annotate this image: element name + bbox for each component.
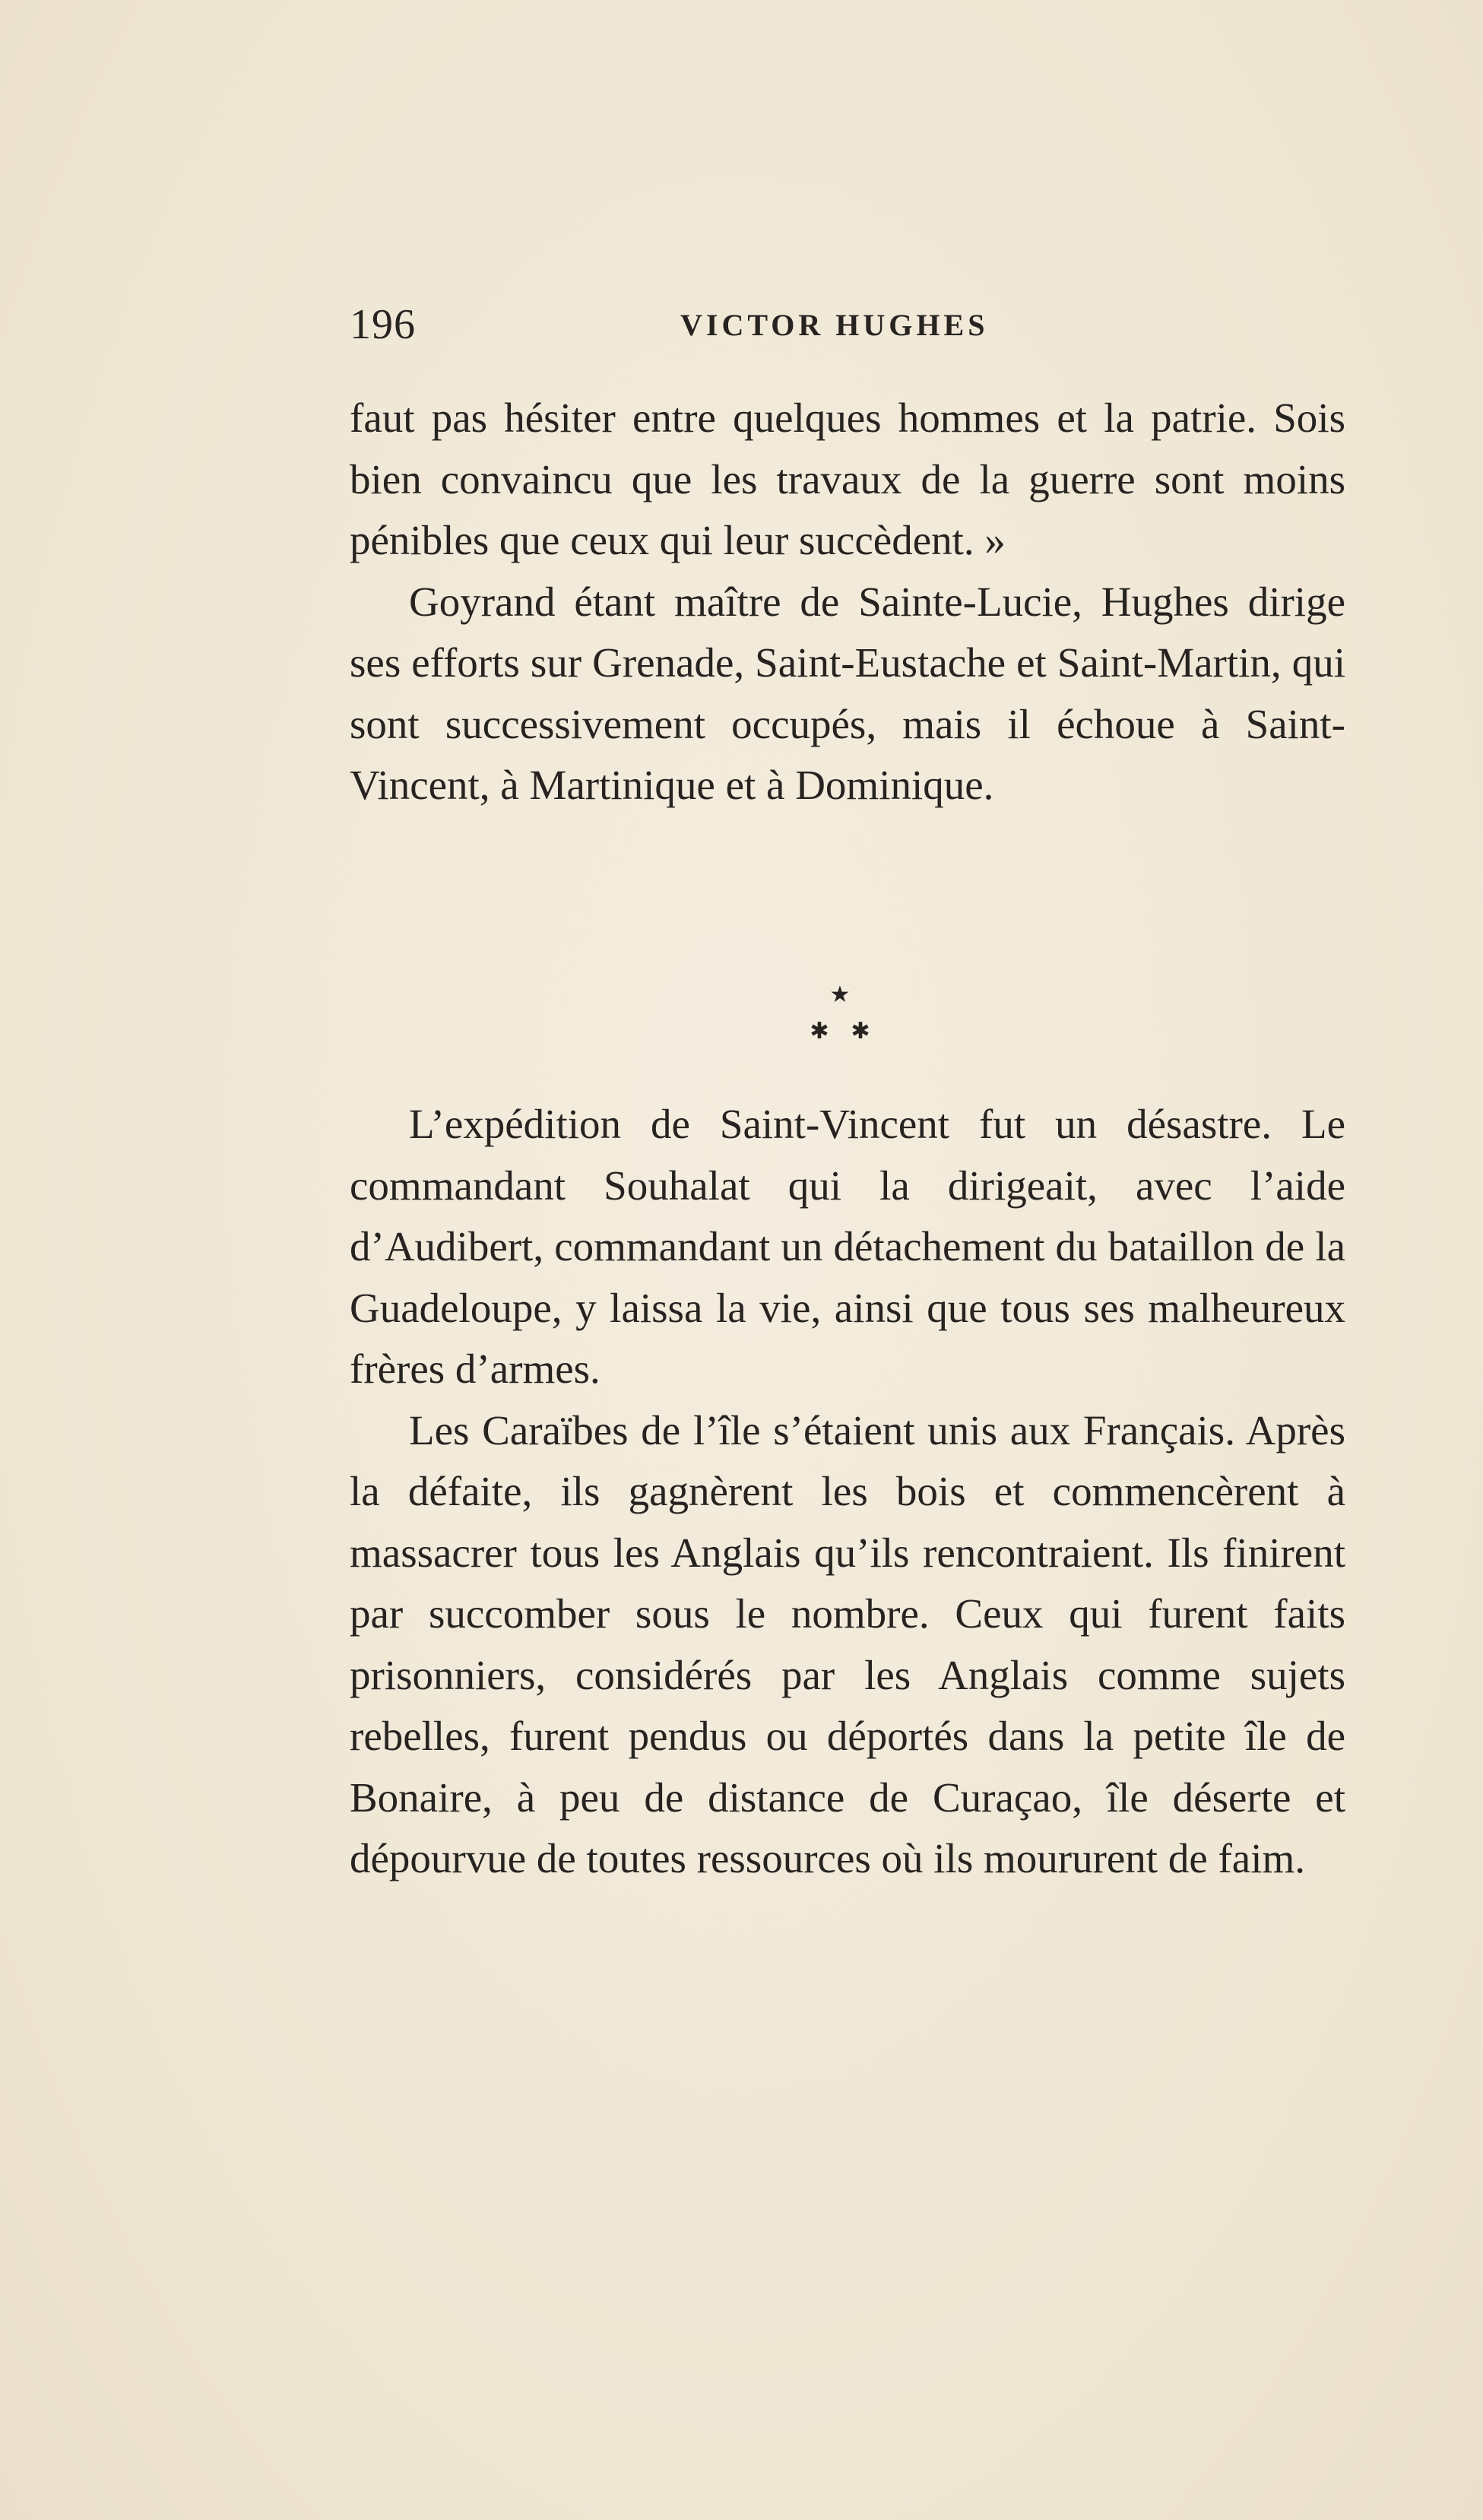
- paragraph-continuation: faut pas hésiter entre quelques hommes et la patrie. Sois bien convaincu que les travaux de la guerre sont moins pénibles que ceux qui leur succèdent. »: [350, 395, 1345, 563]
- running-title: VICTOR HUGHES: [680, 308, 989, 342]
- paragraph: L’expédition de Saint-Vincent fut un désastre. Le commandant Souhalat qui la dirigeait, avec l’aide d’Audibert, commandant un détachement du bataillon de la Guadeloupe, y laissa la vie, ainsi que tous ses malheureux frères d’armes.: [350, 1101, 1345, 1392]
- running-head: [350, 298, 1345, 351]
- asterism-section-break: [798, 979, 882, 1055]
- paragraph: Goyrand étant maître de Sainte-Lucie, Hughes dirige ses efforts sur Grenade, Saint-Eustache et Saint-Martin, qui sont successivement occupés, mais il échoue à Saint-Vincent, à Martinique et à Dominique.: [350, 578, 1345, 808]
- asterism-icon: [798, 979, 882, 1055]
- text-block-before-break: [350, 388, 1345, 816]
- page-number: 196: [350, 301, 416, 348]
- text-block-after-break: [350, 1094, 1345, 1890]
- svg-text:★: ★: [829, 981, 851, 1008]
- paragraph: Les Caraïbes de l’île s’étaient unis aux Français. Après la défaite, ils gagnèrent les bois et commencèrent à massacrer tous les Anglais qu’ils rencontraient. Ils finirent par succomber sous le nombre. Ceux qui furent faits prisonniers, considérés par les Anglais comme sujets rebelles, furent pendus ou déportés dans la petite île de Bonaire, à peu de distance de Curaçao, île déserte et dépourvue de toutes ressources où ils moururent de faim.: [350, 1406, 1345, 1881]
- svg-text:✱: ✱: [810, 1018, 829, 1044]
- svg-text:✱: ✱: [851, 1018, 870, 1044]
